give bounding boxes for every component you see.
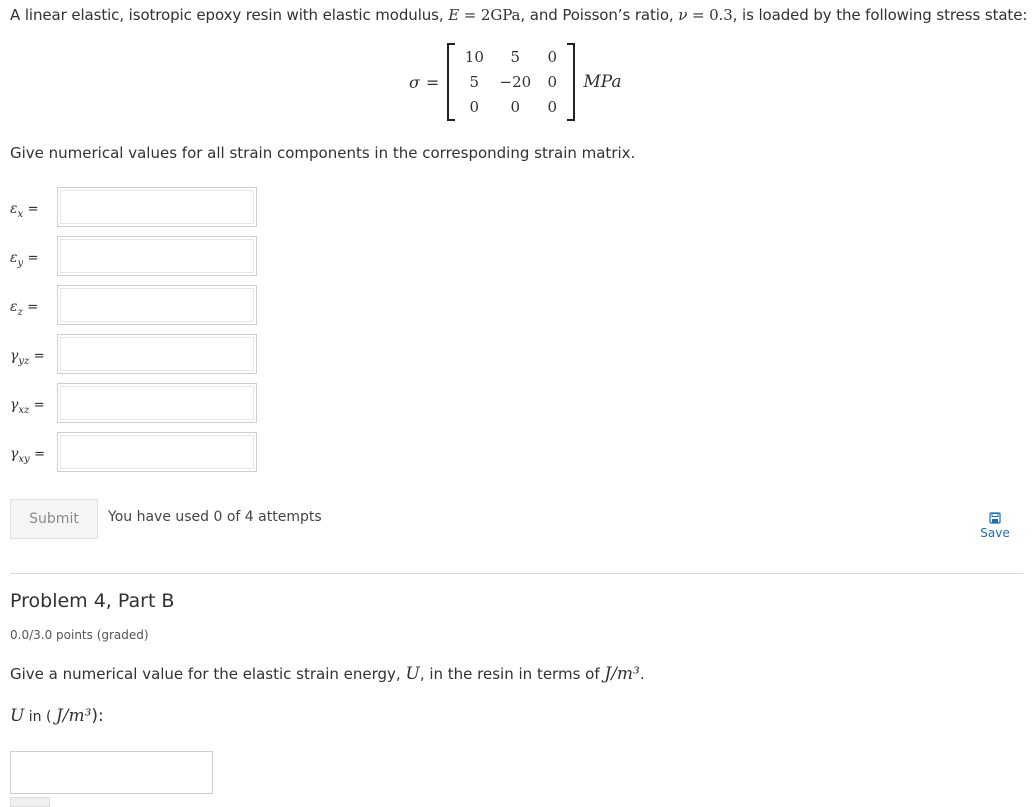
strain-symbol: ε: [10, 250, 18, 266]
sigma-symbol: σ: [409, 72, 420, 92]
strain-input-ez[interactable]: [57, 285, 257, 325]
equals-sign: =: [34, 447, 46, 462]
save-label: Save: [980, 526, 1010, 540]
energy-input[interactable]: [10, 751, 213, 794]
strain-label-gyz: [10, 348, 45, 367]
strain-input-gxy[interactable]: [57, 432, 257, 472]
equals-sign: =: [425, 72, 440, 92]
strain-subscript: x: [17, 208, 24, 220]
part-b-title: Problem 4, Part B: [10, 590, 175, 612]
strain-symbol: ε: [10, 201, 18, 217]
stress-unit: MPa: [583, 72, 622, 92]
energy-label-in: in (: [24, 709, 56, 725]
strain-subscript: xz: [18, 404, 30, 416]
save-button[interactable]: [975, 512, 1015, 540]
matrix-cell: 0: [547, 98, 558, 116]
strain-input-gxz[interactable]: [57, 383, 257, 423]
strain-symbol: ε: [10, 299, 18, 315]
part-b-prompt: [10, 664, 645, 684]
equals-sign: =: [27, 251, 39, 266]
intro-text-end: , is loaded by the following stress state:: [732, 6, 1028, 24]
matrix-cell: −20: [499, 73, 532, 91]
poisson-value: = 0.3: [687, 6, 733, 24]
prompt-text-mid: , in the resin in terms of: [419, 665, 605, 683]
poisson-symbol: ν: [678, 6, 688, 24]
energy-input-label: [10, 706, 104, 726]
strain-input-ex[interactable]: [57, 187, 257, 227]
equals-sign: =: [33, 398, 45, 413]
strain-input-ey[interactable]: [57, 236, 257, 276]
strain-subscript: z: [17, 306, 23, 318]
matrix-cell: 0: [547, 73, 558, 91]
strain-subscript: y: [17, 257, 24, 269]
strain-input-gyz[interactable]: [57, 334, 257, 374]
left-bracket: [447, 43, 455, 121]
matrix-cell: 10: [464, 48, 484, 66]
matrix-cell: 0: [547, 48, 558, 66]
energy-symbol: U: [405, 664, 420, 684]
save-icon: [989, 512, 1001, 524]
strain-label-ex: [10, 201, 39, 220]
problem-statement: [10, 6, 1027, 24]
energy-label-end: ):: [91, 706, 104, 726]
section-divider: [10, 573, 1023, 574]
energy-label-unit: J/m³: [55, 706, 92, 726]
part-b-points: 0.0/3.0 points (graded): [10, 628, 149, 642]
equals-sign: =: [27, 300, 39, 315]
modulus-value: = 2GPa: [459, 6, 521, 24]
strain-prompt: Give numerical values for all strain components in the corresponding strain matrix.: [10, 144, 636, 162]
right-bracket: [567, 43, 575, 121]
part-b-submit-button[interactable]: [10, 797, 50, 807]
strain-subscript: xy: [18, 453, 30, 465]
intro-text: A linear elastic, isotropic epoxy resin with elastic modulus,: [10, 6, 449, 24]
strain-label-ey: [10, 250, 39, 269]
matrix-grid: [455, 45, 567, 120]
shear-strain-symbol: γ: [10, 348, 19, 364]
attempts-text: You have used 0 of 4 attempts: [108, 509, 322, 525]
strain-label-ez: [10, 299, 38, 318]
prompt-text: Give a numerical value for the elastic strain energy,: [10, 665, 406, 683]
stress-matrix: [409, 42, 622, 122]
strain-label-gxy: [10, 446, 45, 465]
submit-button[interactable]: Submit: [10, 499, 98, 539]
matrix-cell: 5: [469, 73, 480, 91]
strain-label-gxz: [10, 397, 45, 416]
equals-sign: =: [27, 202, 39, 217]
modulus-symbol: E: [448, 6, 460, 24]
matrix-cell: 0: [469, 98, 480, 116]
shear-strain-symbol: γ: [10, 446, 19, 462]
intro-text-mid: , and Poisson’s ratio,: [520, 6, 679, 24]
energy-unit: J/m³: [604, 664, 640, 684]
matrix-cell: 5: [510, 48, 521, 66]
energy-label-symbol: U: [10, 706, 25, 726]
equals-sign: =: [33, 349, 45, 364]
strain-subscript: yz: [18, 355, 30, 367]
shear-strain-symbol: γ: [10, 397, 19, 413]
matrix-cell: 0: [510, 98, 521, 116]
prompt-text-end: .: [639, 665, 645, 683]
